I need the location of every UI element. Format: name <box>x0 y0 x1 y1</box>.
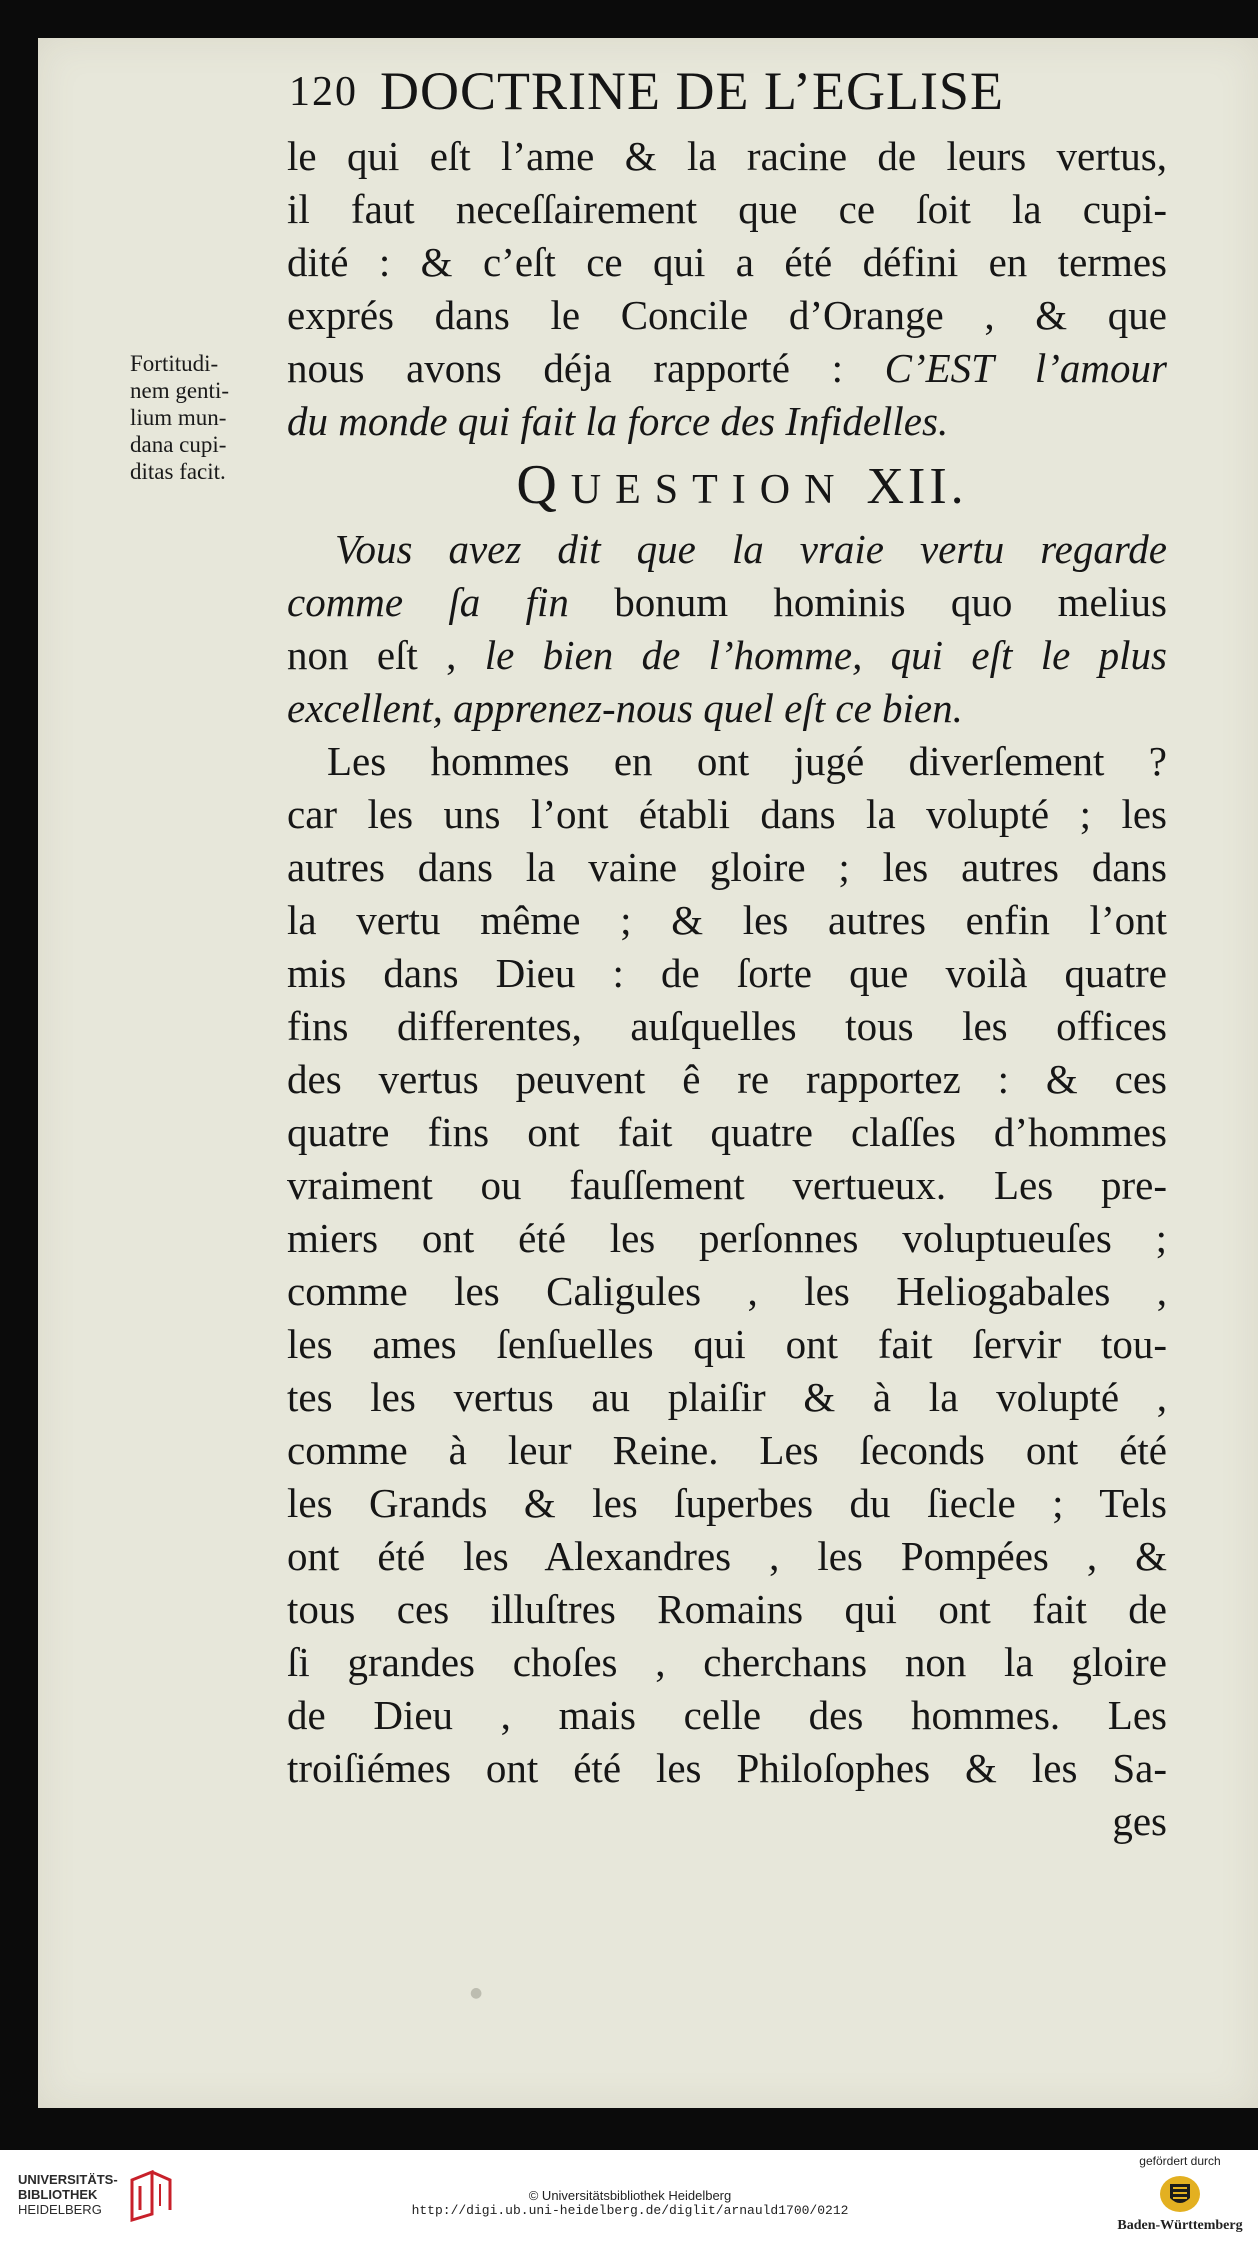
answer-line: les Grands & les ſuperbes du ſiecle ; Tels <box>287 1480 1167 1526</box>
question-italic: le bien de l’homme, qui eſt le plus <box>484 632 1167 678</box>
question-italic: comme ſa fin <box>287 579 615 625</box>
text-line: exprés dans le Concile d’Orange , & que <box>287 292 1167 338</box>
margin-note-line: ditas facit. <box>130 459 226 484</box>
answer-line: ſi grandes choſes , cherchans non la gloire <box>287 1639 1167 1685</box>
answer-line: de Dieu , mais celle des hommes. Les <box>287 1692 1167 1738</box>
text-line: il faut neceſſairement que ce ſoit la cupi- <box>287 186 1167 232</box>
question-word: UESTION <box>570 467 849 513</box>
funder-name: Baden-Württemberg <box>1117 2218 1243 2233</box>
answer-line: vraiment ou fauſſement vertueux. Les pre- <box>287 1162 1167 1208</box>
answer-line: autres dans la vaine gloire ; les autres dans <box>287 844 1167 890</box>
answer-line: ont été les Alexandres , les Pompées , & <box>287 1533 1167 1579</box>
question-text-line <box>287 629 1167 682</box>
library-name-line: HEIDELBERG <box>18 2202 102 2217</box>
margin-note-line: dana cupi- <box>130 432 227 457</box>
question-heading <box>287 448 1167 523</box>
margin-note-line: Fortitudi- <box>130 351 219 376</box>
question-text-line <box>287 576 1167 629</box>
answer-line: des vertus peuvent ê re rapportez : & ces <box>287 1056 1167 1102</box>
footer-bar <box>0 2150 1258 2242</box>
footer-credits <box>380 2188 880 2218</box>
latin-phrase: bonum hominis quo melius <box>614 579 1167 625</box>
catchword: ges <box>1112 1798 1167 1844</box>
answer-line: car les uns l’ont établi dans la volupté ; les <box>287 791 1167 837</box>
quotation-italic: C’EST l’amour <box>884 345 1167 391</box>
coat-of-arms-icon <box>1158 2174 1202 2214</box>
running-title: DOCTRINE DE L’EGLISE <box>380 61 1004 121</box>
permalink[interactable]: http://digi.ub.uni-heidelberg.de/diglit/arnauld1700/0212 <box>411 2203 849 2218</box>
question-initial: Q <box>516 454 571 516</box>
answer-line: fins differentes, auſquelles tous les offices <box>287 1003 1167 1049</box>
library-name-line: BIBLIOTHEK <box>18 2187 98 2202</box>
answer-line: mis dans Dieu : de ſorte que voilà quatre <box>287 950 1167 996</box>
answer-line: comme les Caligules , les Heliogabales , <box>287 1268 1167 1314</box>
text-line <box>287 342 1167 395</box>
funding-credit <box>1105 2154 1255 2234</box>
answer-line: tous ces illuſtres Romains qui ont fait de <box>287 1586 1167 1632</box>
text-line: le qui eſt l’ame & la racine de leurs vertus, <box>287 133 1167 179</box>
margin-note-line: nem genti- <box>130 378 229 403</box>
text-line: dité : & c’eſt ce qui a été défini en termes <box>287 239 1167 285</box>
library-name-line: UNIVERSITÄTS- <box>18 2172 118 2187</box>
text-run: nous avons déja rapporté : <box>287 345 885 391</box>
answer-line: quatre fins ont fait quatre claſſes d’hommes <box>287 1109 1167 1155</box>
answer-line: miers ont été les perſonnes voluptueuſes ; <box>287 1215 1167 1261</box>
answer-line: les ames ſenſuelles qui ont fait ſervir tou- <box>287 1321 1167 1367</box>
answer-line: troiſiémes ont été les Philoſophes & les Sa- <box>287 1745 1167 1791</box>
quotation-italic-line: du monde qui fait la force des Infidelles. <box>287 398 949 444</box>
question-text-line: excellent, apprenez-nous quel eſt ce bien. <box>287 685 963 731</box>
library-logo[interactable] <box>18 2172 198 2232</box>
answer-line: la vertu même ; & les autres enfin l’ont <box>287 897 1167 943</box>
answer-line: tes les vertus au plaiſir & à la volupté , <box>287 1374 1167 1420</box>
answer-line: Les hommes en ont jugé diverſement ? <box>327 738 1167 784</box>
page-header <box>289 60 1189 140</box>
latin-phrase: non eſt , <box>287 632 485 678</box>
question-number: XII. <box>866 458 968 515</box>
answer-line: comme à leur Reine. Les ſeconds ont été <box>287 1427 1167 1473</box>
margin-note-line: lium mun- <box>130 405 227 430</box>
funded-by-label: gefördert durch <box>1139 2154 1221 2168</box>
library-emblem-icon <box>126 2170 176 2222</box>
page-number: 120 <box>289 69 358 115</box>
library-logo-text <box>18 2172 118 2217</box>
body-text <box>287 130 1167 1848</box>
question-text-line: Vous avez dit que la vraie vertu regarde <box>335 526 1167 572</box>
paper-stain: ● <box>470 1985 483 2001</box>
copyright-notice: © Universitätsbibliothek Heidelberg <box>528 2188 732 2203</box>
